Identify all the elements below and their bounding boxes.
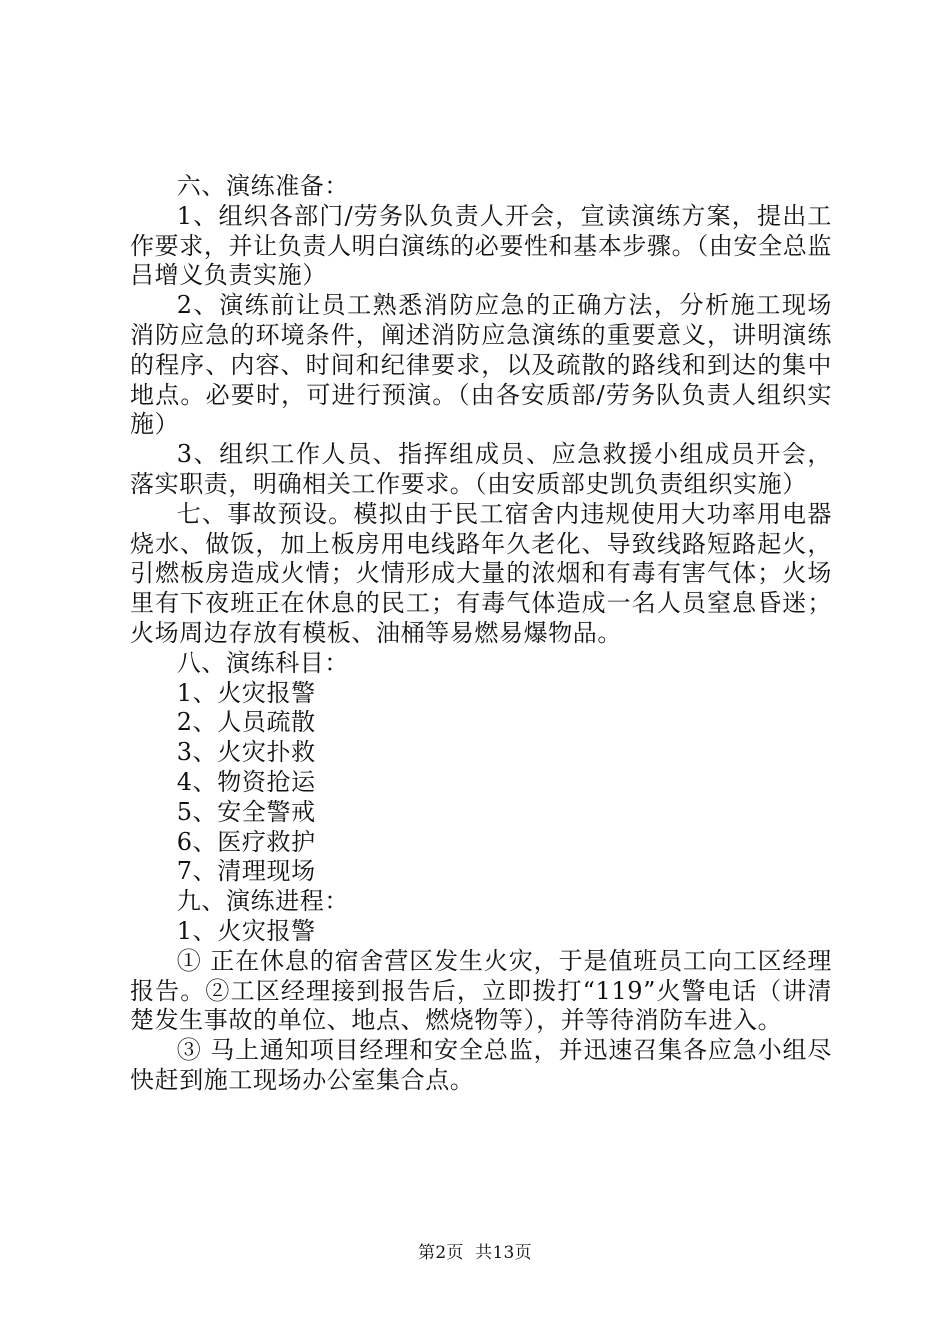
page-footer [0,1242,950,1264]
section-heading-drill-process: 九、演练进程： [176,887,349,916]
list-item: 6、医疗救护 [176,827,316,856]
section-paragraph-accident-scenario: 七、事故预设。模拟由于民工宿舍内违规使用大功率用电器烧水、做饭，加上板房用电线路年久老化、导致线路短路起火，引燃板房造成火情；火情形成大量的浓烟和有毒有害气体；火场里有下夜班正在休息的民工；有毒气体造成一名人员窒息昏迷；火场周边存放有模板、油桶等易燃易爆物品。 [130,499,832,647]
paragraph: 1、组织各部门/劳务队负责人开会，宣读演练方案，提出工作要求，并让负责人明白演练的必要性和基本步骤。（由安全总监吕增义负责实施） [130,201,832,290]
list-item: 7、清理现场 [176,857,316,886]
paragraph: ① 正在休息的宿舍营区发生火灾，于是值班员工向工区经理报告。②工区经理接到报告后，立即拨打“119”火警电话（讲清楚发生事故的单位、地点、燃烧物等），并等待消防车进入。 [130,946,832,1035]
subsection-heading: 1、火灾报警 [176,916,316,945]
paragraph: ③ 马上通知项目经理和安全总监，并迅速召集各应急小组尽快赶到施工现场办公室集合点。 [130,1036,832,1094]
paragraph: 2、演练前让员工熟悉消防应急的正确方法，分析施工现场消防应急的环境条件，阐述消防应急演练的重要意义，讲明演练的程序、内容、时间和纪律要求，以及疏散的路线和到达的集中地点。必要时，可进行预演。（由各安质部/劳务队负责人组织实施） [130,291,832,439]
list-item: 3、火灾扑救 [176,738,316,767]
section-heading-drill-preparation: 六、演练准备： [176,172,349,200]
document-body [130,172,832,1096]
section-heading-drill-subjects: 八、演练科目： [176,648,349,677]
list-item: 2、人员疏散 [176,708,316,737]
list-item: 4、物资抢运 [176,767,316,796]
page-number-label: 第2页 共13页 [418,1243,532,1263]
paragraph: 3、组织工作人员、指挥组成员、应急救援小组成员开会，落实职责，明确相关工作要求。（由安质部史凯负责组织实施） [130,440,832,498]
list-item: 5、安全警戒 [176,797,316,826]
list-item: 1、火灾报警 [176,678,316,707]
